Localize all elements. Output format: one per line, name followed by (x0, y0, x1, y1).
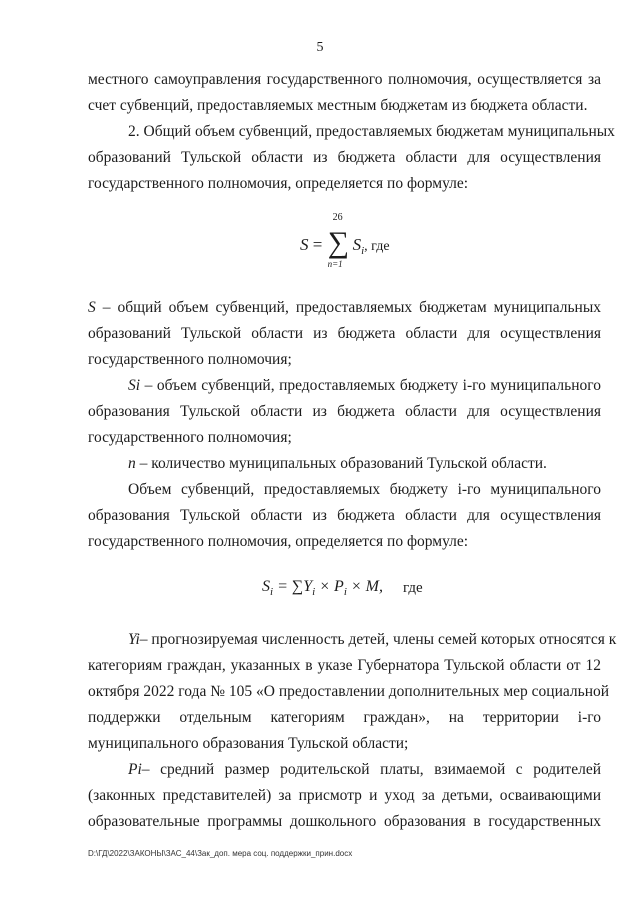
formula-lhs: S (262, 578, 270, 595)
formula-term: S (352, 234, 362, 254)
var-pi: Pi (128, 761, 142, 778)
file-path-footer: D:\ГД\2022\ЗАКОНЫ\ЗАС_44\Зак_доп. мера соц. поддержки_прин.docx (88, 849, 353, 858)
definition-n (128, 454, 547, 474)
formula-sub: i (343, 586, 347, 598)
var-yi: Yi (128, 631, 140, 648)
formula-total-subvention (300, 212, 390, 269)
definition-yi (128, 630, 617, 650)
definition-pi (128, 760, 601, 780)
page-number: 5 (316, 40, 324, 55)
text-line: государственного полномочия; (88, 429, 292, 446)
text-line: муниципального образования Тульской области; (88, 735, 409, 752)
definition-text: – средний размер родительской платы, взимаемой с родителей (141, 761, 601, 778)
formula-sub: i (312, 586, 316, 598)
text-line: счет субвенций, предоставляемых местным бюджетам из бюджета области. (88, 97, 588, 114)
text-line: (законных представителей) за присмотр и уход за детьми, осваивающими (88, 787, 601, 804)
formula-rhs: = ∑Y (273, 578, 313, 595)
text-line: октября 2022 года № 105 «О предоставлении дополнительных мер социальной (88, 683, 610, 700)
formula-where-label: где (403, 580, 423, 596)
definition-text: – объем субвенций, предоставляемых бюджету i-го муниципального (140, 377, 601, 394)
text-line: 2. Общий объем субвенций, предоставляемых бюджетам муниципальных (128, 123, 615, 140)
definition-si (128, 376, 601, 396)
text-line: категориям граждан, указанных в указе Губернатора Тульской области от 12 (88, 657, 601, 674)
formula-equals: = (312, 234, 323, 254)
formula-lhs-subscript: i (270, 586, 274, 598)
definition-text: – количество муниципальных образований Тульской области. (135, 455, 547, 472)
formula-lhs: S (300, 234, 309, 254)
text-line: местного самоуправления государственного полномочия, осуществляется за (88, 71, 601, 88)
var-si: Si (128, 377, 141, 394)
text-line: образований Тульской области из бюджета области для осуществления (88, 149, 601, 166)
formula-term-subscript: i (361, 244, 365, 257)
sum-icon: 26 ∑ n=1 (327, 212, 349, 269)
text-line: поддержки отдельным категориям граждан», на территории i-го (88, 709, 601, 726)
text-line: образовательные программы дошкольного образования в государственных (88, 813, 601, 830)
text-line: образований Тульской области из бюджета области для осуществления (88, 325, 601, 342)
definition-text: – прогнозируемая численность детей, члены семей которых относятся к (139, 631, 617, 648)
definition-s (88, 298, 601, 318)
formula-where: , где (364, 238, 390, 254)
text-line: государственного полномочия, определяется по формуле: (88, 533, 469, 550)
text-line: образования Тульской области из бюджета области для осуществления (88, 403, 601, 420)
sum-upper-limit: 26 (332, 212, 343, 223)
definition-text: – общий объем субвенций, предоставляемых бюджетам муниципальных (95, 299, 601, 316)
var-s: S (88, 299, 96, 316)
formula-end: × M, (346, 578, 383, 595)
text-line: государственного полномочия; (88, 351, 292, 368)
sum-lower-limit: n=1 (327, 259, 343, 269)
formula-municipal-subvention (262, 578, 383, 596)
text-line: государственного полномочия, определяется по формуле: (88, 175, 469, 192)
text-line: Объем субвенций, предоставляемых бюджету i-го муниципального (128, 481, 601, 498)
text-line: образования Тульской области из бюджета области для осуществления (88, 507, 601, 524)
var-n: n (128, 455, 136, 472)
formula-mid: × P (315, 578, 344, 595)
